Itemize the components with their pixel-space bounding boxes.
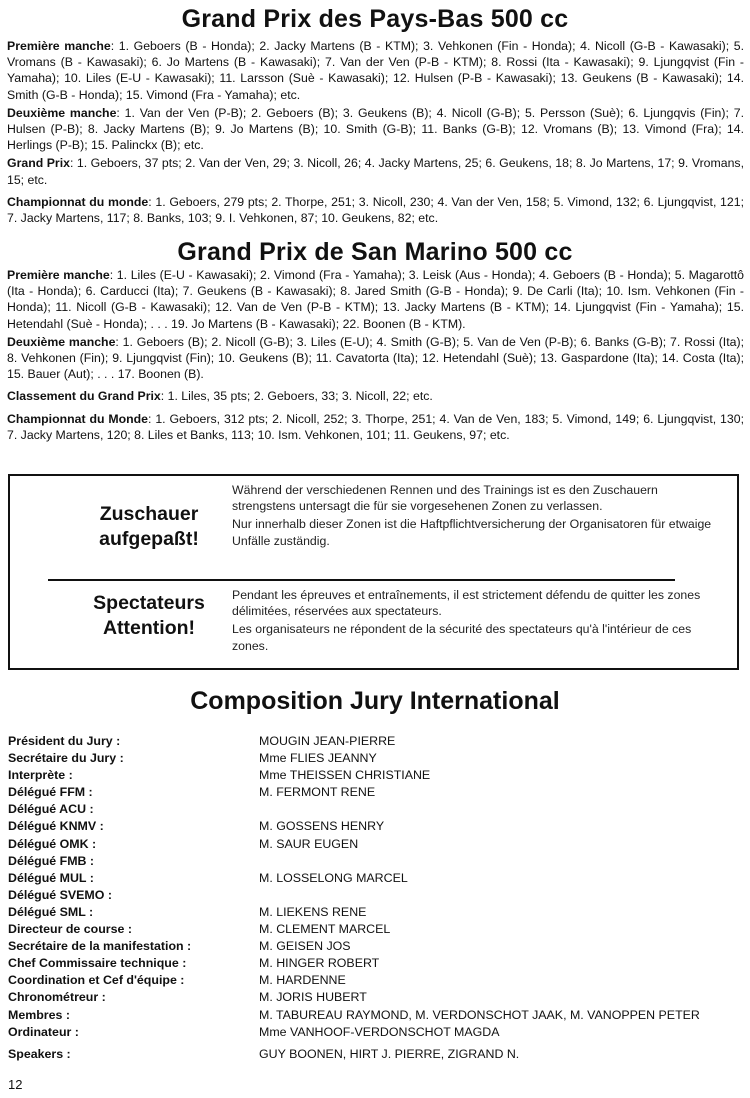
jury-role: Délégué SML : xyxy=(8,904,94,919)
result-label: Deuxième manche xyxy=(7,334,116,349)
jury-member: M. JORIS HUBERT xyxy=(259,990,367,1005)
jury-row xyxy=(8,818,748,835)
warning-german xyxy=(10,476,737,576)
warning-paragraph: Nur innerhalb dieser Zonen ist die Haftpflichtversicherung der Organisatoren für etwaige Unfälle zuständig. xyxy=(232,517,712,548)
jury-role: Coordination et Cef d'équipe : xyxy=(8,973,185,988)
jury-row xyxy=(8,989,748,1006)
warning-paragraph: Les organisateurs ne répondent de la sécurité des spectateurs qu'à l'intérieur de ces zones. xyxy=(232,622,692,653)
jury-row xyxy=(8,1007,748,1024)
jury-row xyxy=(8,887,748,904)
jury-role: Délégué ACU : xyxy=(8,802,94,817)
jury-member: Mme THEISSEN CHRISTIANE xyxy=(259,768,431,783)
jury-list xyxy=(8,733,748,1063)
jury-member: M. FERMONT RENE xyxy=(259,785,376,800)
jury-row xyxy=(8,904,748,921)
result-text: : 1. Liles (E-U - Kawasaki); 2. Vimond (Fra - Yamaha); 3. Leisk (Aus - Honda); 4. Geboers (B - Honda); 5. Magarottô (Ita - Honda); 6. Carducci (Ita); 7. Geukens (B - Kawasaki); 8. Jared Smith (G-B - Honda); 9. De Carli (Ita); 10. Ism. Vehkonen (Fin - Honda); 11. Nicoll (G-B - Kawasaki); 12. Van de Ven (P-B - KTM); 13. Jacky Martens (B - KTM); 14. Ljungqvist (Fin - Yamaha); 15. Hetendahl (Suè - Honda); . . . 19. Jo Martens (B - Kawasaki); 22. Boonen (B - KTM). xyxy=(7,268,744,331)
jury-role: Directeur de course : xyxy=(8,922,132,937)
result-text: : 1. Geboers, 37 pts; 2. Van der Ven, 29; 3. Nicoll, 26; 4. Jacky Martens, 25; 6. Geukens, 18; 8. Jo Martens, 17; 9. Vromans, 15; etc. xyxy=(7,156,744,187)
jury-row xyxy=(8,938,748,955)
jury-row xyxy=(8,1024,748,1041)
result-text: : 1. Liles, 35 pts; 2. Geboers, 33; 3. Nicoll, 22; etc. xyxy=(160,389,433,404)
jury-row xyxy=(8,750,748,767)
result-text: : 1. Geboers (B - Honda); 2. Jacky Martens (B - KTM); 3. Vehkonen (Fin - Honda); 4. Nicoll (G-B - Kawasaki); 5. Vromans (B - Kawasaki); 6. Jo Martens (B - Kawasaki); 7. Van der Ven (P-B - KTM); 8. Rossi (Ita - Kawasaki); 9. Ljungqvist (Fin - Yamaha); 10. Liles (E-U - Kawasaki); 11. Larsson (Suè - Kawasaki); 12. Hulsen (P-B - Kawasaki); 13. Geukens (B - Kawasaki); 14. Smith (G-B - Honda); 15. Vimond (Fra - Yamaha); etc. xyxy=(7,39,744,102)
warning-french-text xyxy=(232,587,717,656)
result-label: Classement du Grand Prix xyxy=(7,389,161,404)
gp-san-marino-title: Grand Prix de San Marino 500 cc xyxy=(177,238,573,266)
result-text: : 1. Van der Ven (P-B); 2. Geboers (B); 3. Geukens (B); 4. Nicoll (G-B); 5. Persson (Suè); 6. Ljungqvis (Fin); 7. Hulsen (P-B); 8. Jacky Martens (B); 9. Jo Martens (B); 10. Smith (G-B); 11. Banks (G-B); 12. Vromans (B); 13. Vimond (Fra); 14. Herlings (P-B); 15. Palinckx (B); etc. xyxy=(7,105,744,153)
gp-san-marino-section xyxy=(0,237,750,445)
jury-role: Secrétaire du Jury : xyxy=(8,751,124,766)
jury-member: M. SAUR EUGEN xyxy=(259,836,359,851)
result-label: Première manche xyxy=(7,39,111,53)
result-label: Première manche xyxy=(7,268,110,282)
jury-role: Délégué SVEMO : xyxy=(8,887,112,902)
jury-role: Délégué KNMV : xyxy=(8,819,104,834)
jury-row xyxy=(8,801,748,818)
warning-heading-line: Zuschauer xyxy=(99,503,199,525)
divider xyxy=(48,579,675,581)
jury-role: Speakers : xyxy=(8,1046,71,1061)
jury-member: GUY BOONEN, HIRT J. PIERRE, ZIGRAND N. xyxy=(259,1046,520,1061)
warning-heading-line: Spectateurs xyxy=(93,592,205,614)
result-paragraph xyxy=(7,388,744,404)
result-paragraph xyxy=(7,411,744,443)
result-label: Deuxième manche xyxy=(7,105,117,120)
jury-role: Délégué FMB : xyxy=(8,853,95,868)
warning-german-text xyxy=(232,482,717,551)
jury-role: Ordinateur : xyxy=(8,1024,79,1039)
result-text: : 1. Geboers, 312 pts; 2. Nicoll, 252; 3. Thorpe, 251; 4. Van de Ven, 183; 5. Vimond, 149; 6. Ljungqvist, 130; 7. Jacky Martens, 120; 8. Liles et Banks, 113; 10. Ism. Vehkonen, 101; 11. Geukens, 97; etc. xyxy=(7,411,744,442)
warning-paragraph: Pendant les épreuves et entraînements, il est strictement défendu de quitter les zones délimitées, réservées aux spectateurs. xyxy=(232,588,701,619)
jury-member: M. LOSSELONG MARCEL xyxy=(259,870,408,885)
jury-member: Mme FLIES JEANNY xyxy=(259,751,377,766)
jury-role: Chef Commissaire technique : xyxy=(8,956,187,971)
jury-row xyxy=(8,767,748,784)
jury-member: M. GEISEN JOS xyxy=(259,939,351,954)
jury-row xyxy=(8,836,748,853)
result-paragraph xyxy=(7,334,744,383)
jury-role: Chronométreur : xyxy=(8,990,106,1005)
jury-row xyxy=(8,784,748,801)
warning-paragraph: Während der verschiedenen Rennen und des Trainings ist es den Zuschauern strengstens untersagt die für sie vorgesehenen Zonen zu verlassen. xyxy=(232,483,658,514)
warning-french xyxy=(10,584,737,670)
result-text: : 1. Geboers, 279 pts; 2. Thorpe, 251; 3. Nicoll, 230; 4. Van der Ven, 158; 5. Vimond, 132; 6. Ljungqvist, 121; 7. Jacky Martens, 117; 8. Banks, 103; 9. I. Vehkonen, 87; 10. Geukens, 82; etc. xyxy=(7,194,744,226)
spectator-warning-box xyxy=(8,474,739,670)
result-label: Championnat du Monde xyxy=(7,411,148,426)
jury-role: Secrétaire de la manifestation : xyxy=(8,939,192,954)
jury-row xyxy=(8,921,748,938)
jury-member: M. GOSSENS HENRY xyxy=(259,819,385,834)
warning-german-heading xyxy=(64,502,234,552)
jury-role: Président du Jury : xyxy=(8,734,121,748)
page-number: 12 xyxy=(8,1077,23,1092)
jury-row xyxy=(8,870,748,887)
warning-heading-line: aufgepaßt! xyxy=(99,528,199,550)
jury-row xyxy=(8,733,748,750)
result-paragraph xyxy=(7,267,744,332)
result-label: Championnat du monde xyxy=(7,194,149,209)
result-paragraph xyxy=(7,194,744,226)
jury-role: Interprète : xyxy=(8,768,73,783)
jury-row xyxy=(8,1046,748,1063)
jury-title: Composition Jury International xyxy=(190,687,560,715)
gp-san-marino-results xyxy=(0,267,750,443)
gp-netherlands-title: Grand Prix des Pays-Bas 500 cc xyxy=(181,5,569,33)
jury-role: Délégué OMK : xyxy=(8,836,97,851)
warning-french-heading xyxy=(64,591,234,641)
jury-row xyxy=(8,853,748,870)
jury-member: M. CLEMENT MARCEL xyxy=(259,922,391,937)
jury-row xyxy=(8,955,748,972)
jury-member: M. LIEKENS RENE xyxy=(259,904,367,919)
result-paragraph xyxy=(7,155,744,187)
jury-member: MOUGIN JEAN-PIERRE xyxy=(259,734,396,748)
jury-member: M. TABUREAU RAYMOND, M. VERDONSCHOT JAAK, M. VANOPPEN PETER xyxy=(259,1007,700,1022)
result-label: Grand Prix xyxy=(7,156,70,171)
jury-role: Délégué FFM : xyxy=(8,785,93,800)
jury-row xyxy=(8,972,748,989)
result-text: : 1. Geboers (B); 2. Nicoll (G-B); 3. Liles (E-U); 4. Smith (G-B); 5. Van de Ven (P-B); 6. Banks (G-B); 7. Rossi (Ita); 8. Vehkonen (Fin); 9. Ljungqvist (Fin); 10. Geukens (B); 11. Cavatorta (Ita); 12. Hetendahl (Suè); 13. Gaspardone (Ita); 14. Costa (Ita); 15. Bauer (Aut); . . . 17. Boonen (B). xyxy=(7,334,744,382)
gp-netherlands-section xyxy=(0,4,750,228)
jury-role: Membres : xyxy=(8,1007,70,1022)
jury-member: Mme VANHOOF-VERDONSCHOT MAGDA xyxy=(259,1024,500,1039)
jury-member: M. HINGER ROBERT xyxy=(259,956,380,971)
warning-heading-line: Attention! xyxy=(102,617,196,639)
jury-member: M. HARDENNE xyxy=(259,973,346,988)
gp-netherlands-results xyxy=(0,38,750,226)
result-paragraph xyxy=(7,38,744,103)
result-paragraph xyxy=(7,105,744,154)
jury-role: Délégué MUL : xyxy=(8,870,94,885)
